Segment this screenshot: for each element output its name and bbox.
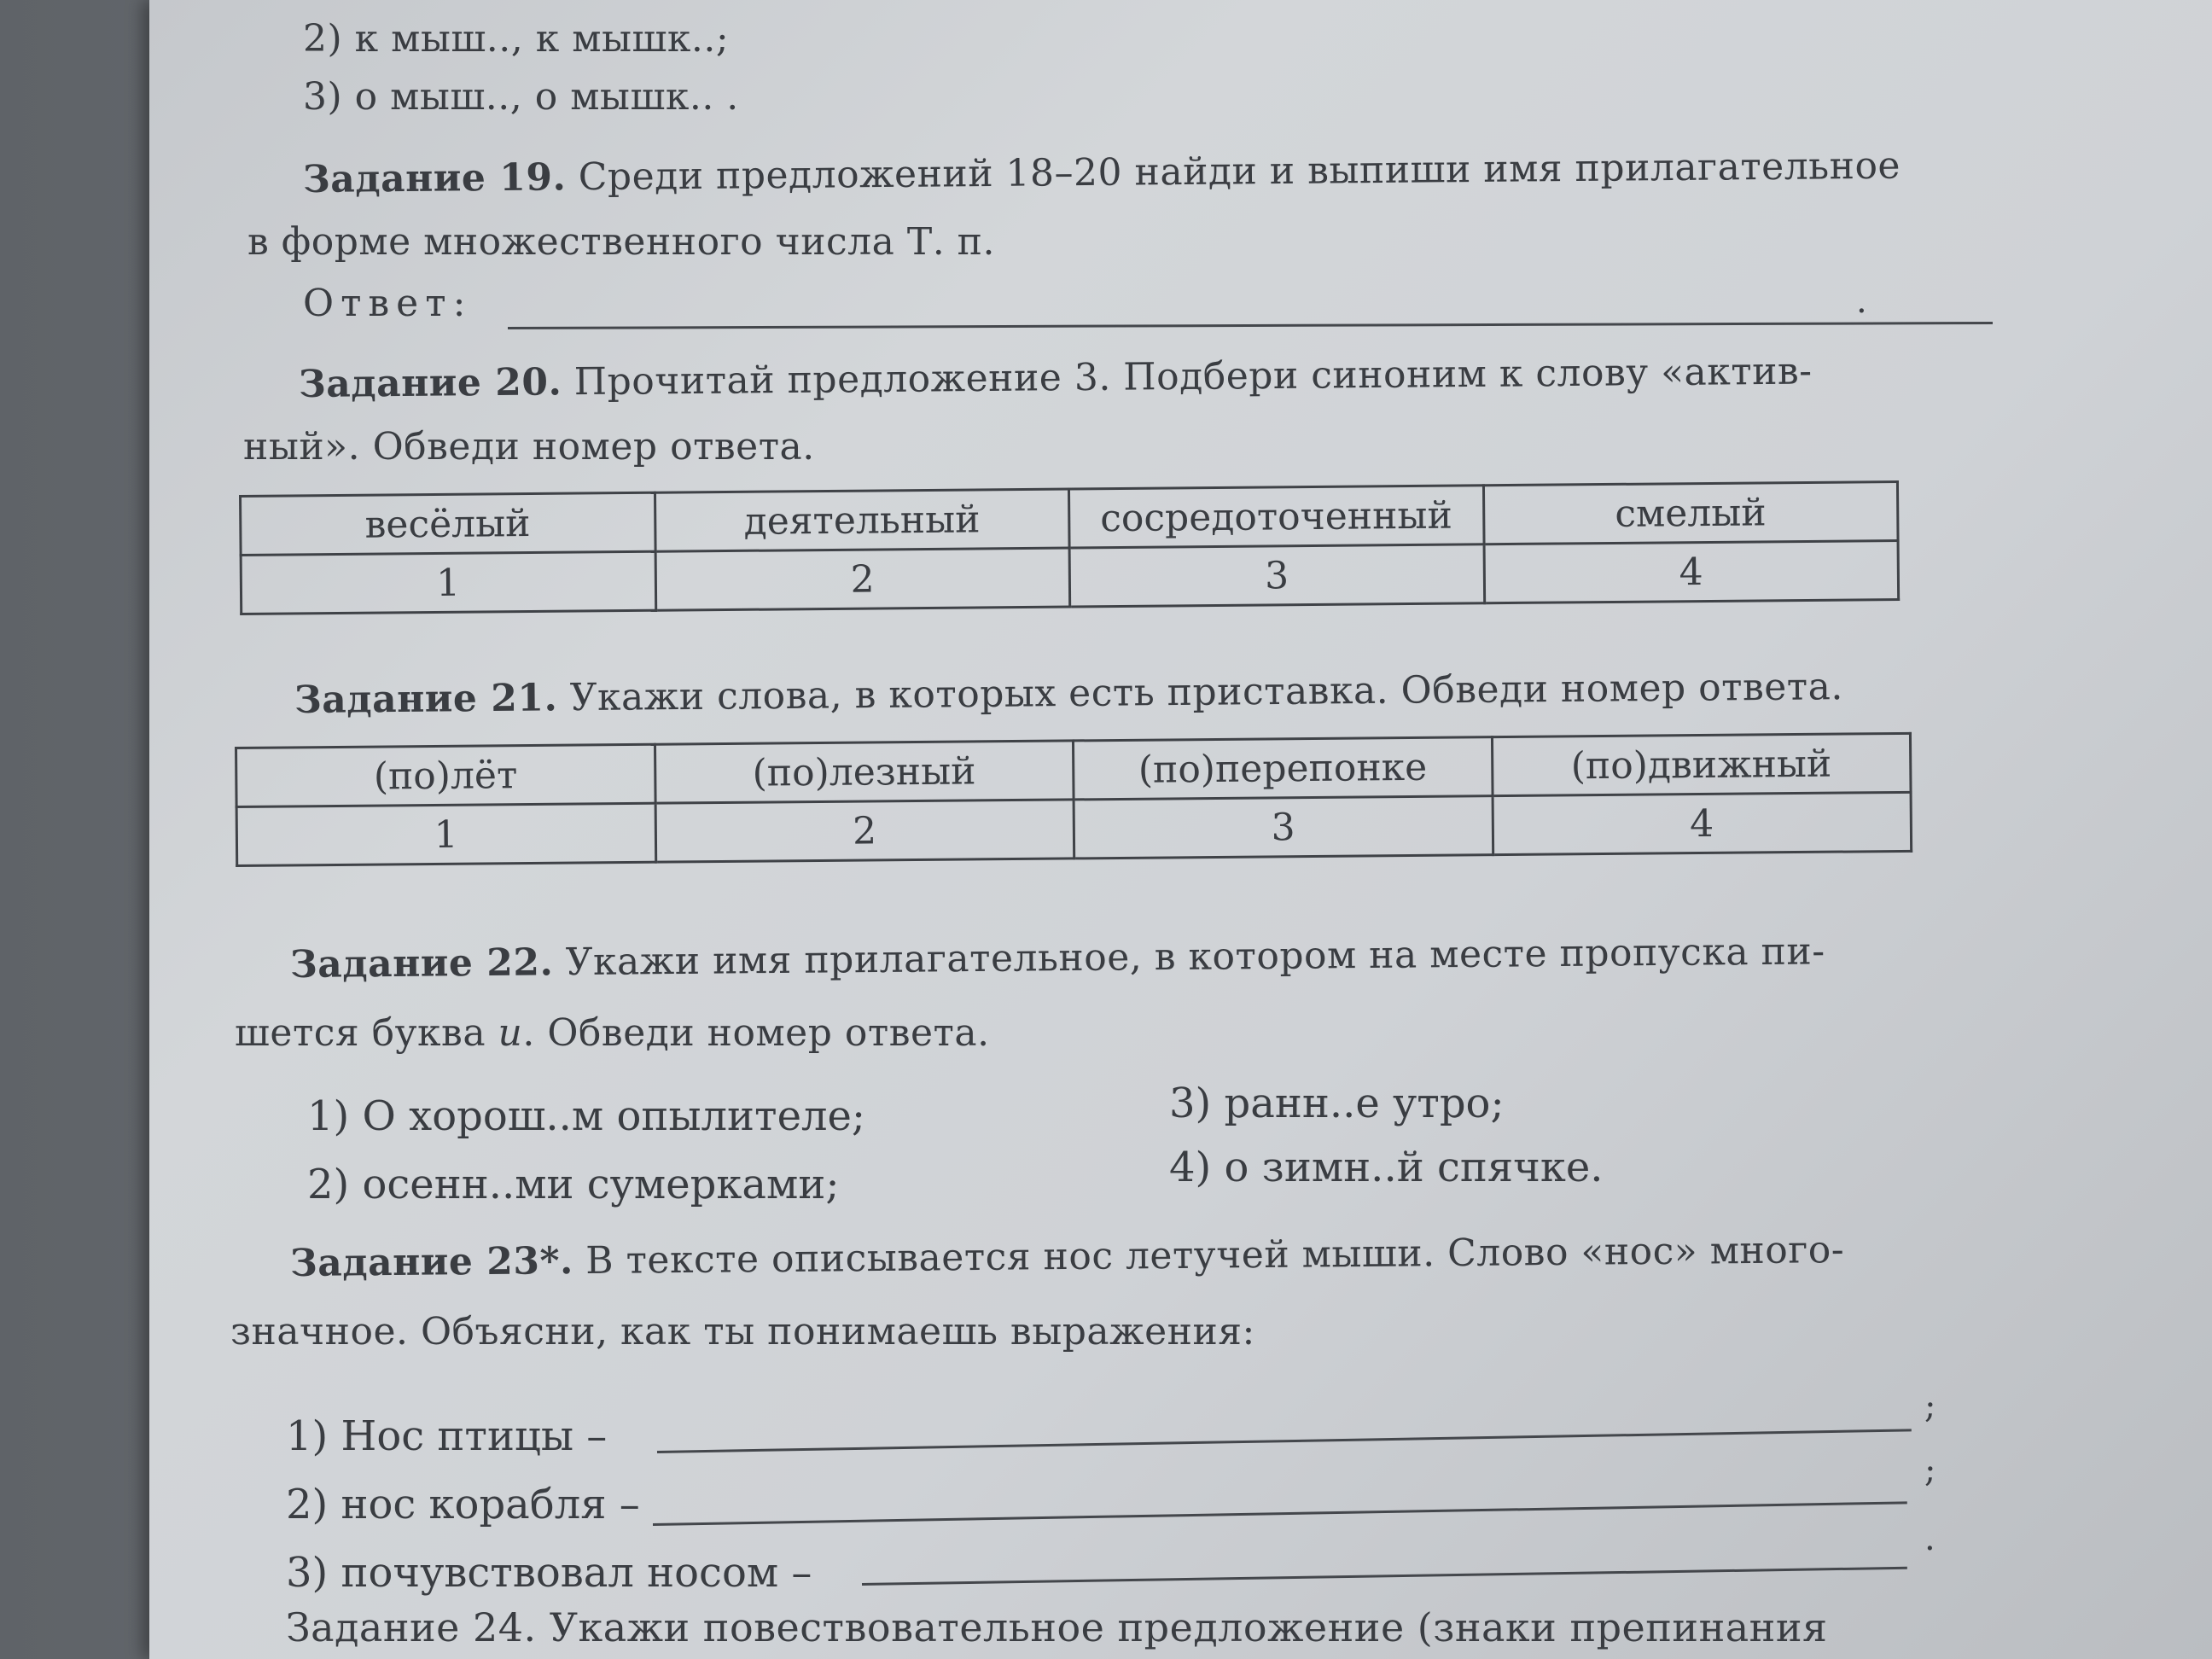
task19-answer-line[interactable] (508, 322, 1993, 329)
task21-table (235, 732, 1912, 867)
top-item-3: 3) о мыш.., о мышк.. . (303, 75, 739, 119)
task20-table (239, 480, 1900, 615)
task22-option-3[interactable]: 3) ранн..е утро; (1169, 1080, 1505, 1127)
task23-line1 (290, 1228, 1845, 1285)
task21-word-3: (по)перепонке (1073, 737, 1492, 800)
task20-title: Задание 20. (298, 360, 562, 406)
task23-punct-2: ; (1924, 1451, 1936, 1490)
task21-word-2: (по)лезный (655, 741, 1074, 803)
task19-answer-label: Ответ: (303, 282, 473, 325)
task24-line1: Задание 24. Укажи повествовательное предложение (знаки препинания (286, 1604, 1828, 1650)
task22-title: Задание 22. (289, 940, 554, 987)
task22-text2b: . Обведи номер ответа. (522, 1011, 990, 1055)
task20-number-2[interactable]: 2 (655, 548, 1070, 610)
task20-number-1[interactable]: 1 (241, 551, 655, 614)
top-item-2: 2) к мыш.., к мышк..; (303, 17, 730, 61)
task22-text1: Укажи имя прилагательное, в котором на месте пропуска пи- (553, 929, 1825, 985)
task21-word-1: (по)лёт (236, 744, 655, 806)
task21-text1: Укажи слова, в которых есть приставка. Обведи номер ответа. (557, 665, 1844, 720)
task22-text2a: шется буква (235, 1011, 498, 1055)
task20-word-1: весёлый (241, 492, 655, 555)
task20-number-3[interactable]: 3 (1069, 544, 1484, 607)
task21-number-2[interactable]: 2 (655, 800, 1074, 862)
task23-answer-line-2[interactable] (653, 1501, 1907, 1526)
task20-number-4[interactable]: 4 (1484, 541, 1899, 603)
task21-word-4: (по)движный (1492, 733, 1911, 795)
task23-title: Задание 23*. (289, 1239, 574, 1285)
task23-item-3: 3) почувствовал носом – (286, 1549, 812, 1597)
task19-line1 (303, 144, 1901, 201)
task21-number-3[interactable]: 3 (1074, 796, 1493, 859)
task20-line2: ный». Обведи номер ответа. (243, 425, 815, 469)
task23-item-2: 2) нос корабля – (286, 1481, 640, 1528)
task22-option-1[interactable]: 1) О хорош..м опылителе; (307, 1092, 866, 1140)
task20-text1: Прочитай предложение 3. Подбери синоним к слову «актив- (562, 349, 1813, 405)
task23-line2: значное. Объясни, как ты понимаешь выражения: (230, 1310, 1255, 1353)
task23-punct-1: ; (1924, 1387, 1936, 1426)
task21-title: Задание 21. (294, 676, 558, 722)
task22-option-2[interactable]: 2) осенн..ми сумерками; (307, 1161, 840, 1208)
task19-title: Задание 19. (302, 155, 567, 201)
task23-answer-line-3[interactable] (862, 1567, 1907, 1586)
task22-line1 (290, 929, 1825, 987)
task22-line2 (235, 1011, 990, 1055)
task20-word-4: смелый (1483, 482, 1898, 544)
task20-word-3: сосредоточенный (1068, 486, 1483, 548)
task23-answer-line-1[interactable] (657, 1429, 1912, 1453)
task22-option-4[interactable]: 4) о зимн..й спячке. (1169, 1144, 1604, 1191)
task22-letter: и (498, 1011, 523, 1055)
task21-line1 (294, 665, 1843, 722)
task19-end-punct: . (1856, 282, 1867, 321)
task21-number-4[interactable]: 4 (1493, 792, 1912, 854)
task23-punct-3: . (1924, 1519, 1936, 1558)
task23-text1: В тексте описывается нос летучей мыши. Слово «нос» много- (573, 1228, 1845, 1284)
task20-word-2: деятельный (655, 489, 1069, 551)
task19-text1: Среди предложений 18–20 найди и выпиши имя прилагательное (566, 143, 1901, 200)
task23-item-1: 1) Нос птицы – (286, 1412, 608, 1460)
task19-line2: в форме множественного числа Т. п. (247, 220, 995, 264)
task21-number-1[interactable]: 1 (236, 803, 655, 865)
task20-line1 (299, 350, 1813, 406)
workbook-page (149, 0, 2212, 1659)
